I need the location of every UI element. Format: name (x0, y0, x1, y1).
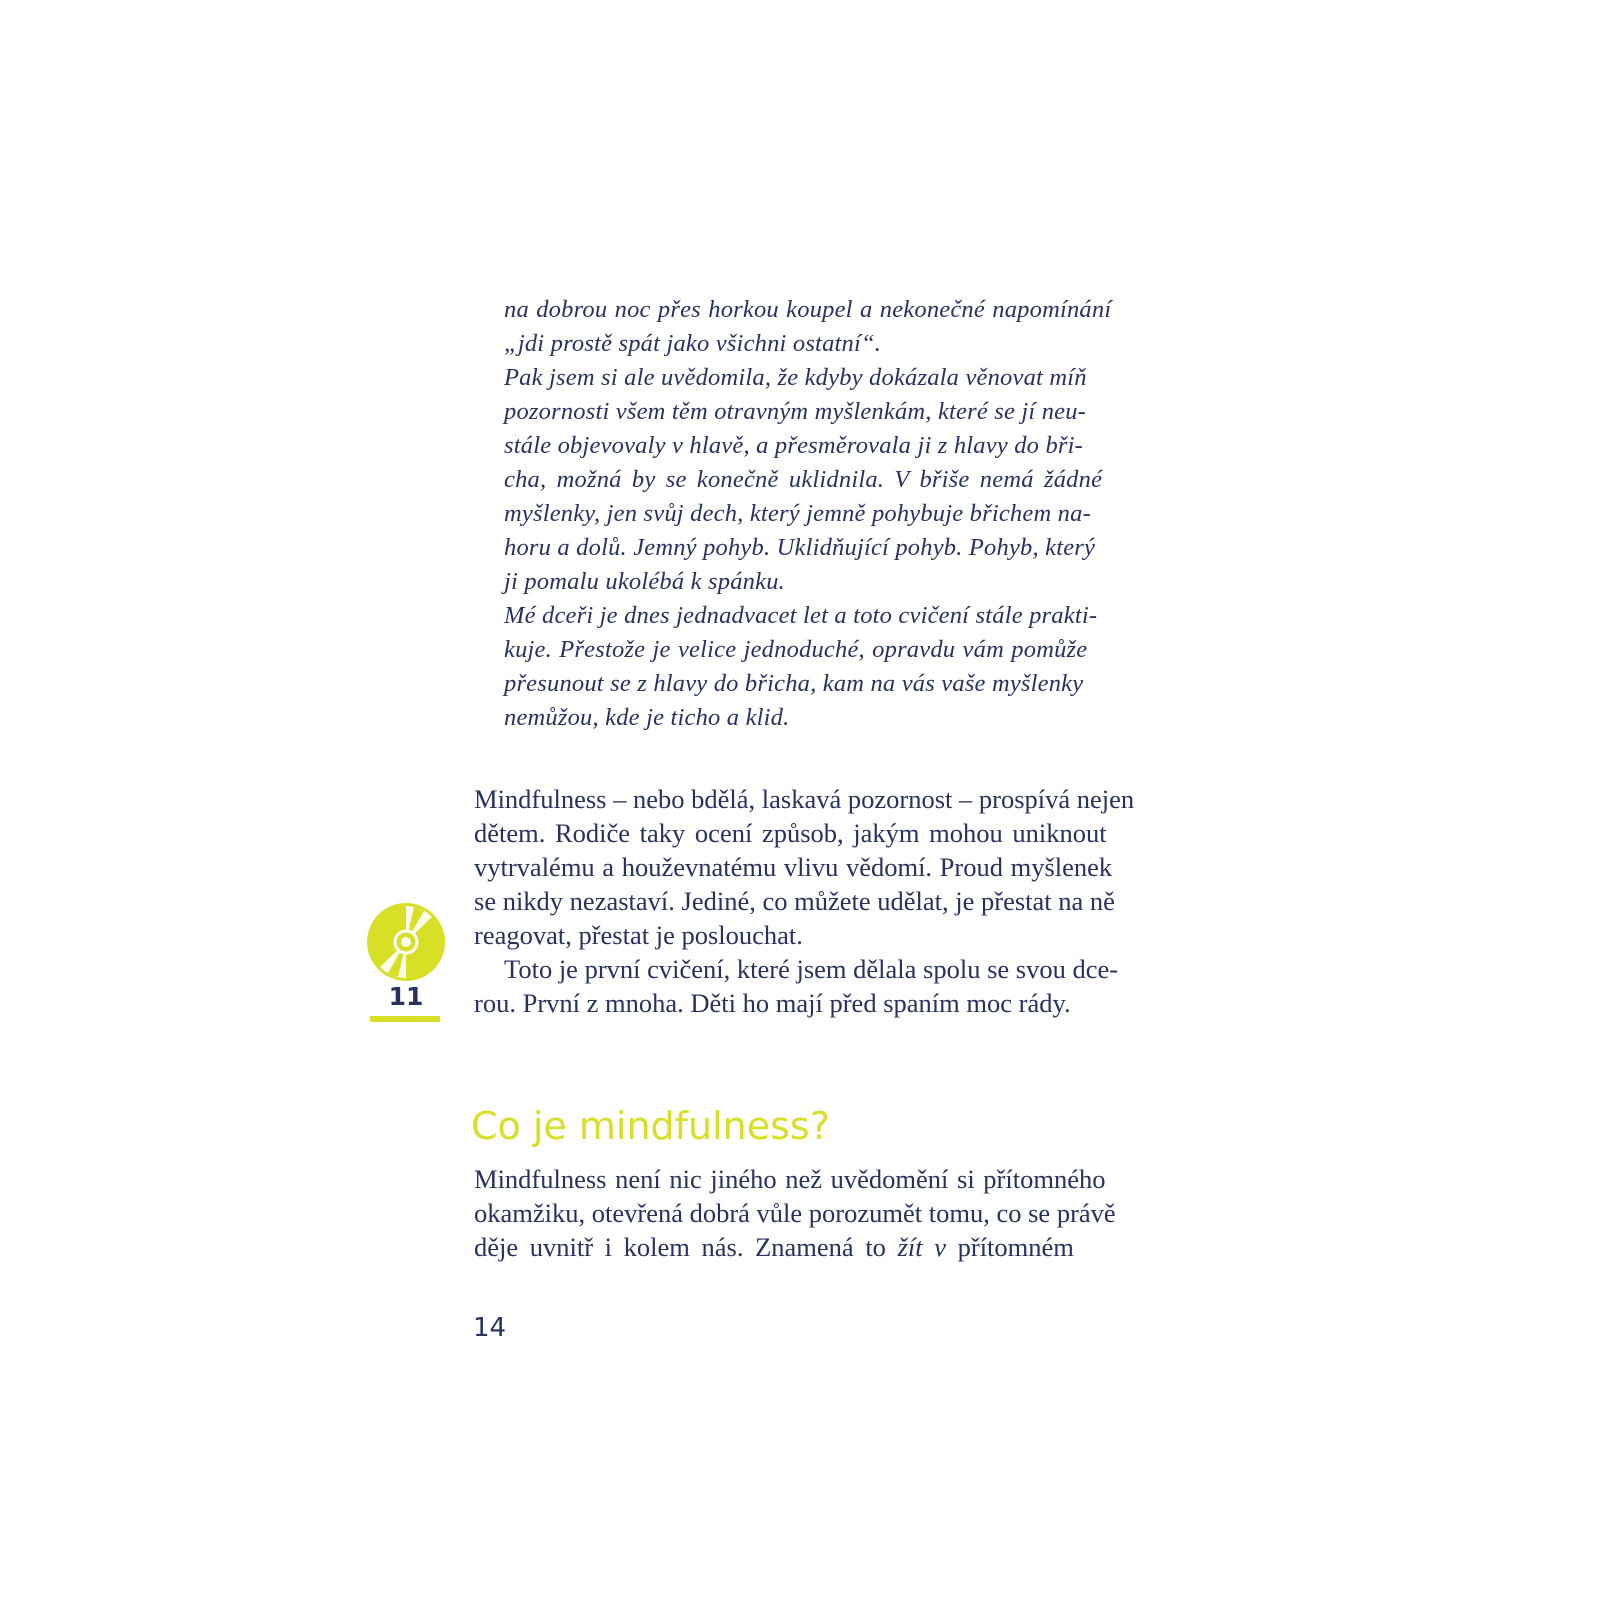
page-number: 14 (473, 1313, 507, 1343)
quote-line: ji pomalu ukolébá k spánku. (504, 568, 785, 595)
quote-line: na dobrou noc přes horkou koupel a nekonečné napomínání (504, 296, 1112, 323)
quote-line: „jdi prostě spát jako všichni ostatní“. (504, 330, 882, 357)
track-underline (370, 1016, 440, 1022)
quote-line: Pak jsem si ale uvědomila, že kdyby dokázala věnovat míň (504, 364, 1087, 391)
body-line: okamžiku, otevřená dobrá vůle porozumět tomu, co se právě (474, 1198, 1116, 1228)
body-line: reagovat, přestat je poslouchat. (474, 920, 803, 950)
track-number: 11 (388, 982, 424, 1011)
section-heading: Co je mindfulness? (471, 1104, 830, 1148)
quote-line: kuje. Přestože je velice jednoduché, opravdu vám pomůže (504, 636, 1088, 663)
body-line: rou. První z mnoha. Děti ho mají před spaním moc rády. (474, 988, 1071, 1018)
quote-line: stále objevovaly v hlavě, a přesměrovala ji z hlavy do bři- (504, 432, 1084, 459)
quote-line: cha, možná by se konečně uklidnila. V břiše nemá žádné (504, 466, 1103, 493)
body-line: Mindfulness – nebo bdělá, laskavá pozornost – prospívá nejen (474, 784, 1135, 814)
body-text: děje uvnitř i kolem nás. Znamená to (474, 1232, 898, 1262)
quote-line: horu a dolů. Jemný pohyb. Uklidňující pohyb. Pohyb, který (504, 534, 1096, 561)
quote-line: Mé dceři je dnes jednadvacet let a toto cvičení stále prakti- (504, 602, 1098, 629)
body-line: Toto je první cvičení, které jsem dělala spolu se svou dce- (504, 954, 1119, 984)
quote-line: pozornosti všem těm otravným myšlenkám, které se jí neu- (504, 398, 1087, 425)
body-line: dětem. Rodiče taky ocení způsob, jakým mohou uniknout (474, 818, 1107, 848)
quote-line: nemůžou, kde je ticho a klid. (504, 704, 790, 731)
quote-line: přesunout se z hlavy do břicha, kam na vás vaše myšlenky (504, 670, 1084, 697)
body-line: vytrvalému a houževnatému vlivu vědomí. Proud myšlenek (474, 852, 1113, 882)
body-text: přítomném (946, 1232, 1074, 1262)
audio-track-marker (366, 902, 446, 1022)
body-line: se nikdy nezastaví. Jediné, co můžete udělat, je přestat na ně (474, 886, 1115, 916)
body-line (474, 1232, 1074, 1263)
cd-icon (366, 902, 446, 982)
body-line: Mindfulness není nic jiného než uvědomění si přítomného (474, 1164, 1106, 1194)
quote-line: myšlenky, jen svůj dech, který jemně pohybuje břichem na- (504, 500, 1091, 527)
emphasized-text: žít v (897, 1232, 946, 1262)
